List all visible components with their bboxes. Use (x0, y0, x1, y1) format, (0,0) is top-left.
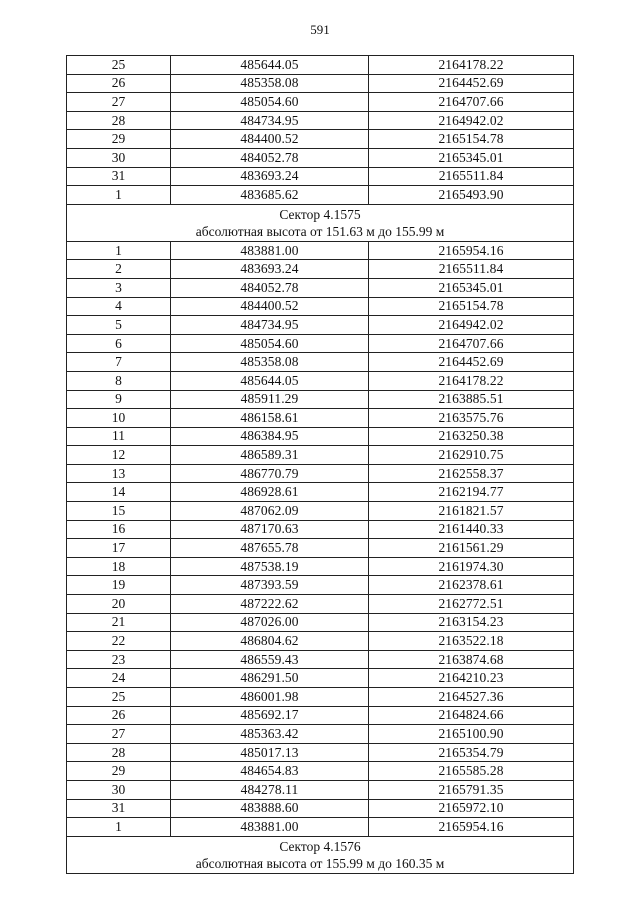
sector-header-row (67, 836, 574, 873)
x-coordinate-cell: 485363.42 (171, 725, 369, 744)
x-coordinate-cell: 485692.17 (171, 706, 369, 725)
point-number-cell: 24 (67, 669, 171, 688)
y-coordinate-cell: 2165511.84 (369, 260, 574, 279)
point-number-cell: 8 (67, 371, 171, 390)
point-number-cell: 29 (67, 762, 171, 781)
y-coordinate-cell: 2165100.90 (369, 725, 574, 744)
y-coordinate-cell: 2165345.01 (369, 278, 574, 297)
point-number-cell: 11 (67, 427, 171, 446)
x-coordinate-cell: 486589.31 (171, 446, 369, 465)
x-coordinate-cell: 487538.19 (171, 557, 369, 576)
table-row (67, 93, 574, 112)
coordinates-table-body (67, 56, 574, 874)
point-number-cell: 30 (67, 148, 171, 167)
x-coordinate-cell: 487062.09 (171, 502, 369, 521)
point-number-cell: 25 (67, 688, 171, 707)
point-number-cell: 17 (67, 539, 171, 558)
x-coordinate-cell: 484400.52 (171, 130, 369, 149)
table-row (67, 334, 574, 353)
y-coordinate-cell: 2165345.01 (369, 148, 574, 167)
x-coordinate-cell: 485358.08 (171, 353, 369, 372)
table-row (67, 111, 574, 130)
x-coordinate-cell: 484278.11 (171, 780, 369, 799)
x-coordinate-cell: 484654.83 (171, 762, 369, 781)
point-number-cell: 6 (67, 334, 171, 353)
y-coordinate-cell: 2161974.30 (369, 557, 574, 576)
x-coordinate-cell: 485358.08 (171, 74, 369, 93)
point-number-cell: 12 (67, 446, 171, 465)
x-coordinate-cell: 487026.00 (171, 613, 369, 632)
y-coordinate-cell: 2162910.75 (369, 446, 574, 465)
y-coordinate-cell: 2161821.57 (369, 502, 574, 521)
x-coordinate-cell: 484734.95 (171, 316, 369, 335)
table-row (67, 241, 574, 260)
table-row (67, 464, 574, 483)
table-row (67, 186, 574, 205)
point-number-cell: 26 (67, 706, 171, 725)
y-coordinate-cell: 2164452.69 (369, 74, 574, 93)
x-coordinate-cell: 487393.59 (171, 576, 369, 595)
y-coordinate-cell: 2162194.77 (369, 483, 574, 502)
y-coordinate-cell: 2163522.18 (369, 632, 574, 651)
table-row (67, 56, 574, 75)
point-number-cell: 7 (67, 353, 171, 372)
y-coordinate-cell: 2165511.84 (369, 167, 574, 186)
y-coordinate-cell: 2164824.66 (369, 706, 574, 725)
table-row (67, 818, 574, 837)
point-number-cell: 27 (67, 725, 171, 744)
x-coordinate-cell: 483881.00 (171, 818, 369, 837)
y-coordinate-cell: 2165954.16 (369, 818, 574, 837)
y-coordinate-cell: 2163874.68 (369, 650, 574, 669)
x-coordinate-cell: 483888.60 (171, 799, 369, 818)
table-row (67, 278, 574, 297)
x-coordinate-cell: 485644.05 (171, 371, 369, 390)
y-coordinate-cell: 2164527.36 (369, 688, 574, 707)
table-row (67, 762, 574, 781)
y-coordinate-cell: 2164210.23 (369, 669, 574, 688)
table-row (67, 725, 574, 744)
table-row (67, 148, 574, 167)
y-coordinate-cell: 2161561.29 (369, 539, 574, 558)
x-coordinate-cell: 486928.61 (171, 483, 369, 502)
x-coordinate-cell: 487655.78 (171, 539, 369, 558)
point-number-cell: 14 (67, 483, 171, 502)
y-coordinate-cell: 2165954.16 (369, 241, 574, 260)
x-coordinate-cell: 486291.50 (171, 669, 369, 688)
table-row (67, 353, 574, 372)
y-coordinate-cell: 2164707.66 (369, 334, 574, 353)
y-coordinate-cell: 2163885.51 (369, 390, 574, 409)
table-row (67, 409, 574, 428)
table-row (67, 743, 574, 762)
table-row (67, 632, 574, 651)
sector-header-cell (67, 836, 574, 873)
x-coordinate-cell: 487170.63 (171, 520, 369, 539)
table-row (67, 427, 574, 446)
sector-title: Сектор 4.1575 (279, 206, 361, 222)
table-row (67, 557, 574, 576)
x-coordinate-cell: 484052.78 (171, 278, 369, 297)
x-coordinate-cell: 483693.24 (171, 260, 369, 279)
coordinates-table (66, 55, 574, 874)
point-number-cell: 19 (67, 576, 171, 595)
x-coordinate-cell: 484400.52 (171, 297, 369, 316)
y-coordinate-cell: 2163154.23 (369, 613, 574, 632)
table-row (67, 297, 574, 316)
point-number-cell: 4 (67, 297, 171, 316)
table-row (67, 167, 574, 186)
x-coordinate-cell: 486804.62 (171, 632, 369, 651)
point-number-cell: 10 (67, 409, 171, 428)
point-number-cell: 1 (67, 818, 171, 837)
y-coordinate-cell: 2164707.66 (369, 93, 574, 112)
x-coordinate-cell: 485054.60 (171, 334, 369, 353)
sector-altitude-range: абсолютная высота от 155.99 м до 160.35 м (195, 855, 445, 871)
point-number-cell: 16 (67, 520, 171, 539)
table-row (67, 130, 574, 149)
x-coordinate-cell: 486158.61 (171, 409, 369, 428)
y-coordinate-cell: 2164178.22 (369, 371, 574, 390)
table-row (67, 688, 574, 707)
point-number-cell: 13 (67, 464, 171, 483)
x-coordinate-cell: 483685.62 (171, 186, 369, 205)
x-coordinate-cell: 485911.29 (171, 390, 369, 409)
table-row (67, 520, 574, 539)
point-number-cell: 31 (67, 799, 171, 818)
x-coordinate-cell: 483693.24 (171, 167, 369, 186)
point-number-cell: 1 (67, 241, 171, 260)
point-number-cell: 22 (67, 632, 171, 651)
table-row (67, 371, 574, 390)
y-coordinate-cell: 2162772.51 (369, 595, 574, 614)
table-row (67, 595, 574, 614)
table-row (67, 502, 574, 521)
table-row (67, 780, 574, 799)
point-number-cell: 21 (67, 613, 171, 632)
point-number-cell: 31 (67, 167, 171, 186)
table-row (67, 669, 574, 688)
point-number-cell: 5 (67, 316, 171, 335)
y-coordinate-cell: 2162558.37 (369, 464, 574, 483)
sector-altitude-range: абсолютная высота от 151.63 м до 155.99 м (195, 223, 445, 239)
y-coordinate-cell: 2164942.02 (369, 111, 574, 130)
point-number-cell: 15 (67, 502, 171, 521)
y-coordinate-cell: 2165791.35 (369, 780, 574, 799)
page-number: 591 (310, 22, 330, 37)
x-coordinate-cell: 485644.05 (171, 56, 369, 75)
table-row (67, 539, 574, 558)
point-number-cell: 1 (67, 186, 171, 205)
table-row (67, 706, 574, 725)
y-coordinate-cell: 2165585.28 (369, 762, 574, 781)
x-coordinate-cell: 487222.62 (171, 595, 369, 614)
table-row (67, 390, 574, 409)
x-coordinate-cell: 485054.60 (171, 93, 369, 112)
table-row (67, 316, 574, 335)
sector-header-cell (67, 204, 574, 241)
table-row (67, 799, 574, 818)
y-coordinate-cell: 2165354.79 (369, 743, 574, 762)
sector-title: Сектор 4.1576 (279, 838, 361, 854)
x-coordinate-cell: 484734.95 (171, 111, 369, 130)
point-number-cell: 25 (67, 56, 171, 75)
table-row (67, 260, 574, 279)
point-number-cell: 20 (67, 595, 171, 614)
point-number-cell: 18 (67, 557, 171, 576)
point-number-cell: 9 (67, 390, 171, 409)
table-row (67, 446, 574, 465)
point-number-cell: 23 (67, 650, 171, 669)
y-coordinate-cell: 2165493.90 (369, 186, 574, 205)
table-row (67, 576, 574, 595)
point-number-cell: 2 (67, 260, 171, 279)
point-number-cell: 27 (67, 93, 171, 112)
y-coordinate-cell: 2162378.61 (369, 576, 574, 595)
y-coordinate-cell: 2165154.78 (369, 297, 574, 316)
x-coordinate-cell: 485017.13 (171, 743, 369, 762)
table-row (67, 613, 574, 632)
y-coordinate-cell: 2163575.76 (369, 409, 574, 428)
y-coordinate-cell: 2164452.69 (369, 353, 574, 372)
table-row (67, 74, 574, 93)
y-coordinate-cell: 2165972.10 (369, 799, 574, 818)
y-coordinate-cell: 2164942.02 (369, 316, 574, 335)
table-row (67, 483, 574, 502)
point-number-cell: 28 (67, 111, 171, 130)
y-coordinate-cell: 2163250.38 (369, 427, 574, 446)
x-coordinate-cell: 486384.95 (171, 427, 369, 446)
x-coordinate-cell: 483881.00 (171, 241, 369, 260)
point-number-cell: 3 (67, 278, 171, 297)
y-coordinate-cell: 2165154.78 (369, 130, 574, 149)
x-coordinate-cell: 486559.43 (171, 650, 369, 669)
point-number-cell: 26 (67, 74, 171, 93)
x-coordinate-cell: 484052.78 (171, 148, 369, 167)
point-number-cell: 30 (67, 780, 171, 799)
x-coordinate-cell: 486770.79 (171, 464, 369, 483)
point-number-cell: 29 (67, 130, 171, 149)
y-coordinate-cell: 2161440.33 (369, 520, 574, 539)
point-number-cell: 28 (67, 743, 171, 762)
y-coordinate-cell: 2164178.22 (369, 56, 574, 75)
table-row (67, 650, 574, 669)
x-coordinate-cell: 486001.98 (171, 688, 369, 707)
sector-header-row (67, 204, 574, 241)
